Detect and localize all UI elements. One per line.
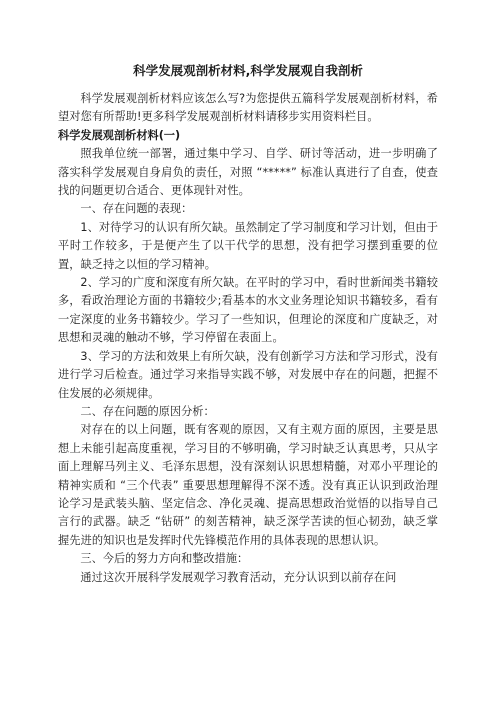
list-item-1: 1、对待学习的认识有所欠缺。虽然制定了学习制度和学习计划，但由于平时工作较多，于是便产生了以干代学的思想，没有把学习摆到重要的位置，缺乏持之以恒的学习精神。 (58, 220, 438, 271)
paragraph-3: 通过这次开展科学发展观学习教育活动，充分认识到以前存在问 (80, 570, 397, 584)
paragraph-2: 对存在的以上问题，既有客观的原因，又有主观方面的原因，主要是思想上未能引起高度重视，学习目的不够明确，学习时缺乏认真思考，只从字面上理解马列主义、毛泽东思想，没有深刻认识思想精髓，对邓小平理论的精神实质和 “三个代表” 重要思想理解得不深不透。没有真正认识到政治理论学习是武装头脑、坚定信念、净化灵魂、提高思想政治觉悟的以指导自己言行的武器。缺乏 “钻研” 的刻苦精神，缺乏深学苦读的恒心韧劲，缺乏掌握先进的知识也是发挥时代先锋模范作用的具体表现的思想认识。 (58, 423, 438, 547)
article-heading: 科学发展观剖析材料(一) (58, 128, 181, 142)
section-heading-3: 三、今后的努力方向和整改措施： (80, 552, 249, 566)
list-item-3: 3、学习的方法和效果上有所欠缺，没有创新学习方法和学习形式，没有进行学习后检查。通过学习来指导实践不够，对发展中存在的问题，把握不住发展的必须规律。 (58, 349, 438, 400)
section-heading-2: 二、存在问题的原因分析： (80, 404, 215, 418)
intro-paragraph: 科学发展观剖析材料应该怎么写?为您提供五篇科学发展观剖析材料，希望对您有所帮助!更多科学发展观剖析材料请移步实用资料栏目。 (58, 92, 438, 124)
section-heading-1: 一、存在问题的表现： (80, 202, 193, 216)
document-title: 科学发展观剖析材料,科学发展观自我剖析 (133, 63, 363, 78)
paragraph-1: 照我单位统一部署，通过集中学习、自学、研讨等活动，进一步明确了落实科学发展观自身肩负的责任，对照 “*****” 标准认真进行了自查，使查找的问题更切合适合、更体现针对性。 (58, 147, 438, 198)
list-item-2: 2、学习的广度和深度有所欠缺。在平时的学习中，看时世新闻类书籍较多，看政治理论方面的书籍较少;看基本的水文业务理论知识书籍较多，看有一定深度的业务书籍较少。学习了一些知识，但理论的深度和广度缺乏，对思想和灵魂的触动不够，学习停留在表面上。 (58, 276, 438, 345)
